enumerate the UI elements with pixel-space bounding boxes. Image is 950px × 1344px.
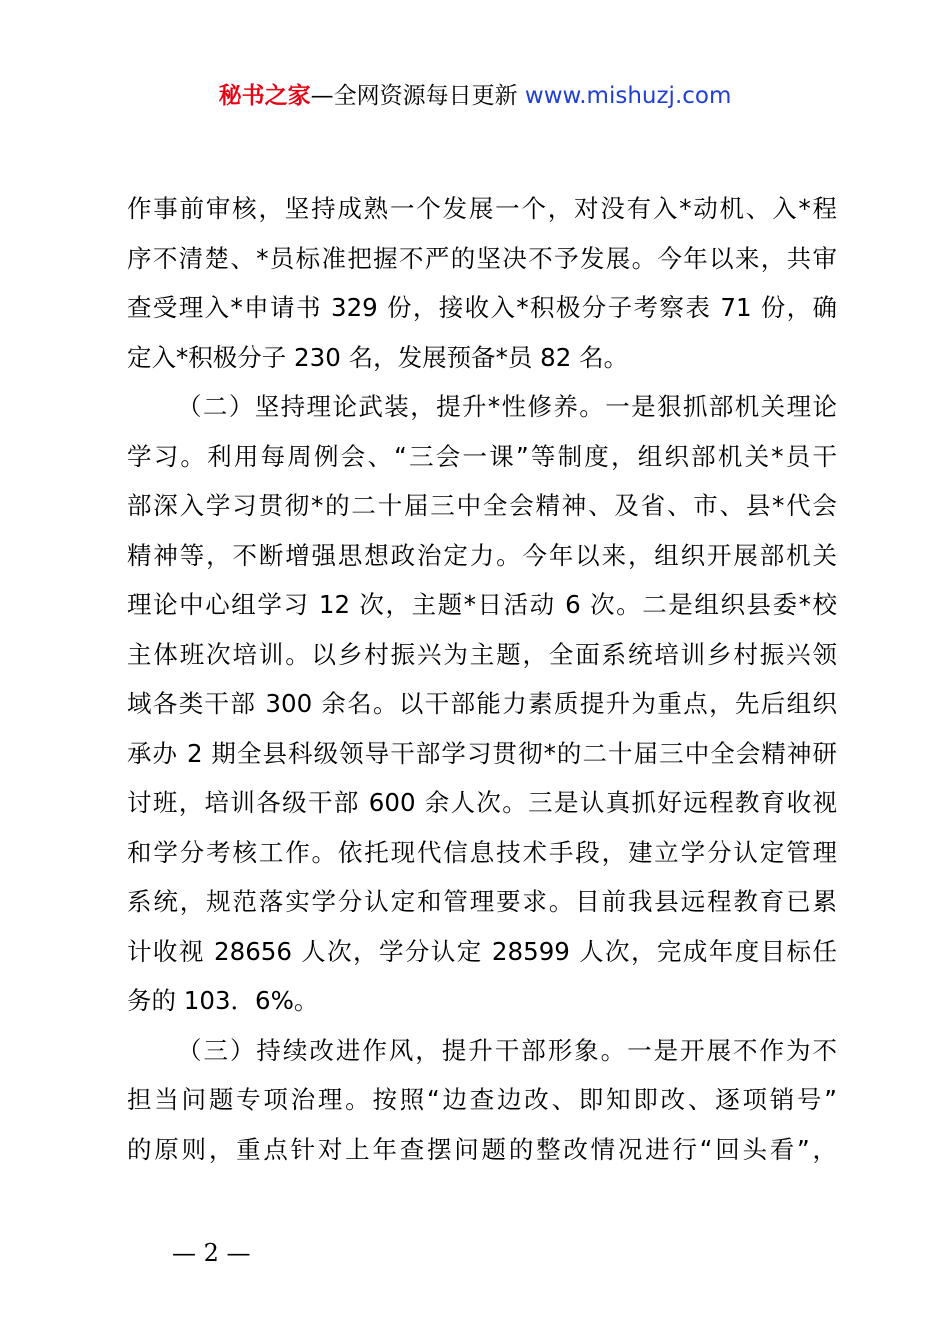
text-line: 系统，规范落实学分认定和管理要求。目前我县远程教育已累	[127, 887, 837, 916]
text-line: 查受理入*申请书 329 份，接收入*积极分子考察表 71 份，确	[127, 293, 837, 322]
text-line: 学习。利用每周例会、“三会一课”等制度，组织部机关*员干	[127, 441, 837, 471]
text-line: 精神等，不断增强思想政治定力。今年以来，组织开展部机关	[127, 540, 837, 570]
text-line: 承办 2 期全县科级领导干部学习贯彻*的二十届三中全会精神研	[127, 738, 837, 768]
text-line: 和学分考核工作。依托现代信息技术手段，建立学分认定管理	[127, 837, 837, 867]
text-line: 序不清楚、*员标准把握不严的坚决不予发展。今年以来，共审	[127, 243, 837, 273]
text-line: 定入*积极分子 230 名，发展预备*员 82 名。	[127, 342, 629, 372]
site-header	[0, 80, 950, 112]
text-line: 的原则，重点针对上年查摆问题的整改情况进行“回头看”，	[127, 1134, 837, 1164]
text-line: 理论中心组学习 12 次，主题*日活动 6 次。二是组织县委*校	[127, 590, 837, 619]
text-line: 计收视 28656 人次，学分认定 28599 人次，完成年度目标任	[127, 936, 837, 966]
text-line: 讨班，培训各级干部 600 余人次。三是认真抓好远程教育收视	[127, 788, 837, 817]
brand-name: 秘书之家	[218, 83, 311, 109]
document-body	[127, 184, 837, 1174]
text-line: 作事前审核，坚持成熟一个发展一个，对没有入*动机、入*程	[127, 194, 837, 223]
text-line: 主体班次培训。以乡村振兴为主题，全面系统培训乡村振兴领	[127, 639, 837, 669]
site-url-link[interactable]: www.mishuzj.com	[524, 83, 732, 109]
text-line: 务的 103．6%。	[127, 986, 319, 1015]
header-tagline: —全网资源每日更新	[310, 83, 518, 109]
section-heading-line: （二）坚持理论武装，提升*性修养。一是狠抓部机关理论	[177, 392, 837, 421]
text-line: 部深入学习贯彻*的二十届三中全会精神、及省、市、县*代会	[127, 491, 837, 520]
page-number: — 2 —	[172, 1239, 251, 1267]
text-line: 担当问题专项治理。按照“边查边改、即知即改、逐项销号”	[127, 1085, 837, 1114]
text-line: 域各类干部 300 余名。以干部能力素质提升为重点，先后组织	[127, 689, 837, 718]
section-heading-line: （三）持续改进作风，提升干部形象。一是开展不作为不	[177, 1035, 837, 1065]
